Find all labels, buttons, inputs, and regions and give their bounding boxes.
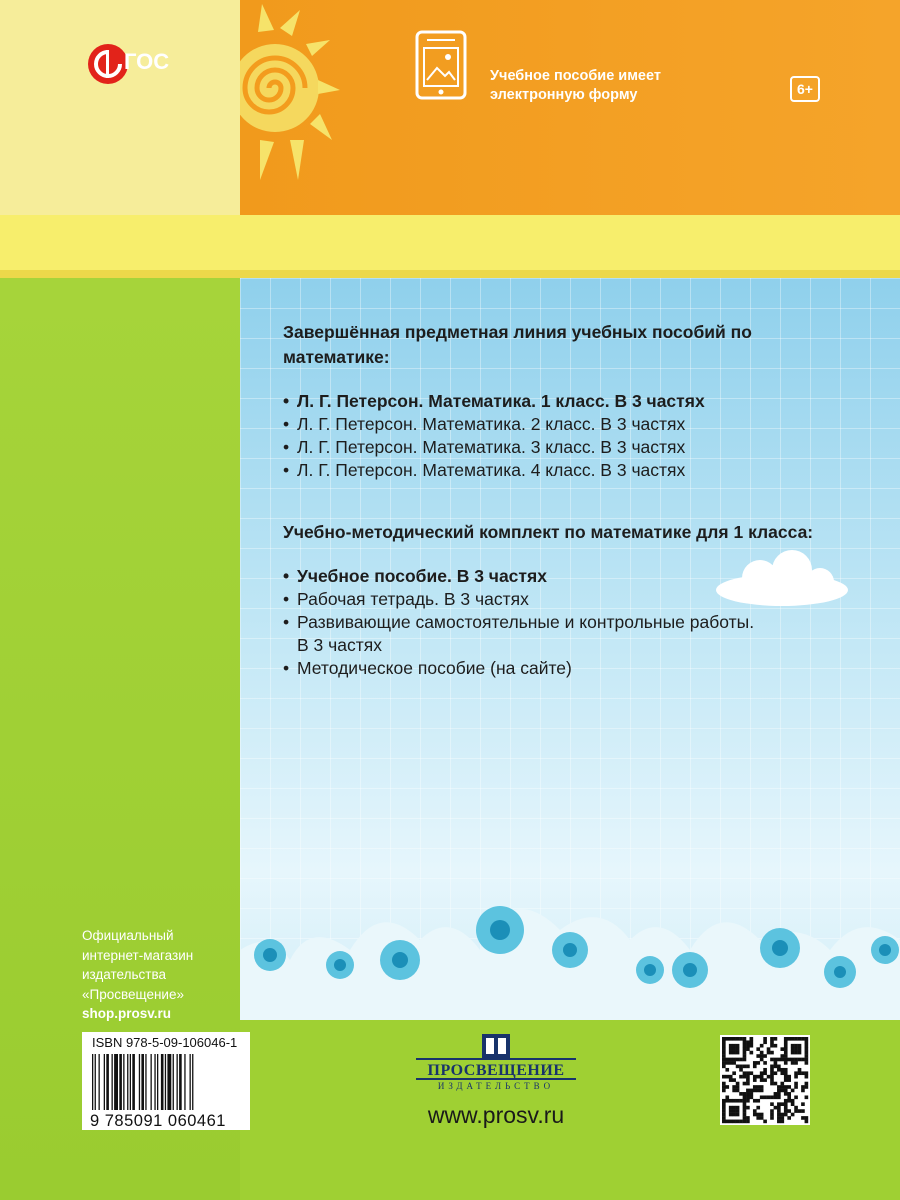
description-block xyxy=(283,320,863,680)
publisher-name: ПРОСВЕЩЕНИЕ xyxy=(427,1062,565,1079)
isbn-barcode-box xyxy=(82,1032,250,1130)
shop-line: интернет-магазин xyxy=(82,947,194,963)
shop-url: shop.prosv.ru xyxy=(82,1006,172,1021)
ean-digits: 9 785091 060461 xyxy=(90,1112,226,1130)
fgos-logo-text: ГОС xyxy=(124,49,170,74)
completed-line-list xyxy=(283,390,863,482)
list-item: • Рабочая тетрадь. В 3 частях xyxy=(283,588,863,611)
isbn-label: ISBN 978-5-09-106046-1 xyxy=(92,1035,238,1050)
sun-icon xyxy=(240,0,350,200)
shop-info xyxy=(82,926,232,1024)
completed-line-title: Завершённая предметная линия учебных пособий по математике: xyxy=(283,322,752,367)
shop-line: Официальный xyxy=(82,928,174,943)
barcode-icon xyxy=(90,1054,242,1112)
publisher-subtitle: ИЗДАТЕЛЬСТВО xyxy=(437,1081,555,1091)
publisher-url: www.prosv.ru xyxy=(427,1102,565,1128)
teaching-kit-section xyxy=(283,520,863,680)
completed-line-section xyxy=(283,320,863,482)
yellow-band xyxy=(0,215,900,273)
top-left-block xyxy=(0,0,240,215)
waves-decoration xyxy=(240,880,900,1020)
list-item: • Развивающие самостоятельные и контрольные работы. В 3 частях xyxy=(283,611,767,657)
list-item: • Л. Г. Петерсон. Математика. 2 класс. В 3 частях xyxy=(283,413,863,436)
qr-code-icon xyxy=(720,1035,810,1125)
shop-line: издательства xyxy=(82,967,166,982)
list-item: • Учебное пособие. В 3 частях xyxy=(283,565,863,588)
age-rating-badge: 6+ xyxy=(790,76,820,102)
tablet-icon xyxy=(415,30,467,100)
teaching-kit-list xyxy=(283,565,863,680)
list-item: • Методическое пособие (на сайте) xyxy=(283,657,863,680)
list-item: • Л. Г. Петерсон. Математика. 3 класс. В 3 частях xyxy=(283,436,863,459)
list-item: • Л. Г. Петерсон. Математика. 1 класс. В 3 частях xyxy=(283,390,863,413)
electronic-form-note: Учебное пособие имеет электронную форму xyxy=(490,68,661,103)
yellow-band-edge xyxy=(0,270,900,278)
shop-line: «Просвещение» xyxy=(82,986,184,1002)
list-item: • Л. Г. Петерсон. Математика. 4 класс. В 3 частях xyxy=(283,459,863,482)
teaching-kit-title: Учебно-методический комплект по математике для 1 класса: xyxy=(283,522,814,542)
